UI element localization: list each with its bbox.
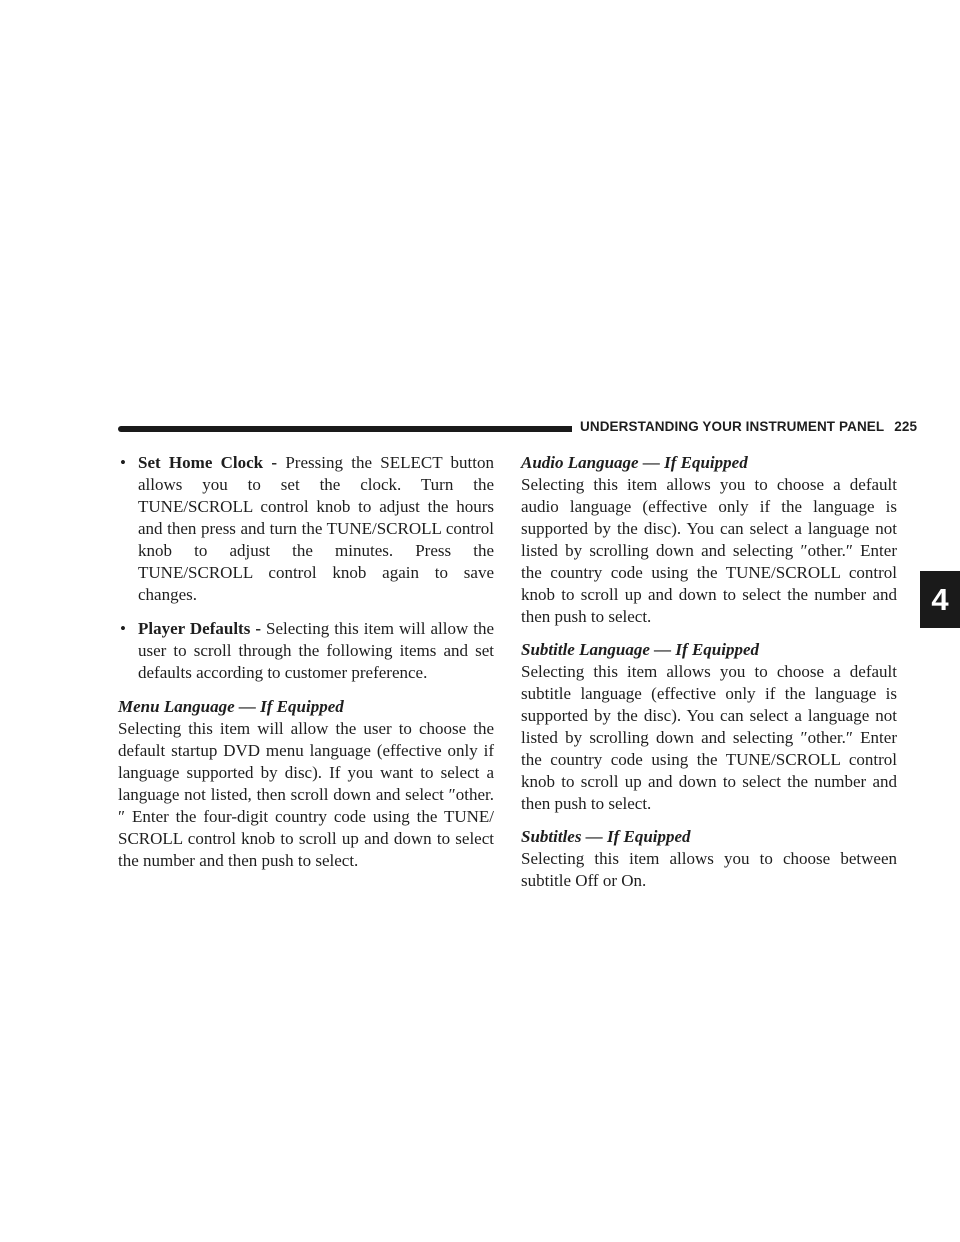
menu-language-heading: Menu Language — If Equipped	[118, 697, 344, 716]
bullet-term: Player Defaults -	[138, 619, 261, 638]
bullet-symbol: •	[120, 619, 126, 638]
bullet-text: Selecting this item will allow the user to scroll through the following items and set defaults according to customer preference.	[138, 619, 494, 682]
left-column	[118, 452, 494, 883]
subtitles-heading: Subtitles — If Equipped	[521, 827, 691, 846]
page-number: 225	[894, 419, 918, 434]
subtitle-language-body: Selecting this item allows you to choose a default subtitle language (effective only if the language is supported by the disc). You can select a language not listed by scrolling down and selecting ″other.″ Enter the country code using the TUNE/SCROLL control knob to scroll up and down to select the number and then push to select.	[521, 662, 897, 813]
bullet-player-defaults	[118, 618, 494, 684]
bullet-text: Pressing the SELECT button allows you to set the clock. Turn the TUNE/SCROLL control knob to adjust the hours and then press and turn the TUNE/SCROLL control knob to adjust the minutes. Press the TUNE/SCROLL control knob again to save changes.	[138, 453, 495, 604]
right-column	[521, 452, 897, 903]
running-header	[580, 419, 917, 434]
chapter-tab: 4	[920, 571, 960, 628]
subtitle-language-heading: Subtitle Language — If Equipped	[521, 640, 760, 659]
header-rule	[118, 426, 572, 432]
bullet-symbol: •	[120, 453, 126, 472]
audio-language-body: Selecting this item allows you to choose a default audio language (effective only if the language is supported by the disc). You can select a language not listed by scrolling down and selecting ″other.″ Enter the country code using the TUNE/SCROLL control knob to scroll up and down to select the number and then push to select.	[521, 475, 897, 626]
menu-language-body: Selecting this item will allow the user to choose the default startup DVD menu language (effective only if language supported by disc). If you want to select a language not listed, then scroll down and select ″other.″ Enter the four-digit country code using the TUNE/ SCROLL control knob to scroll up and down to select the number and then push to select.	[118, 719, 494, 870]
audio-language-heading: Audio Language — If Equipped	[521, 453, 748, 472]
subtitles-body: Selecting this item allows you to choose between subtitle Off or On.	[521, 849, 897, 890]
section-title: UNDERSTANDING YOUR INSTRUMENT PANEL	[580, 419, 885, 434]
bullet-term: Set Home Clock -	[138, 453, 278, 472]
bullet-set-home-clock	[118, 452, 494, 606]
